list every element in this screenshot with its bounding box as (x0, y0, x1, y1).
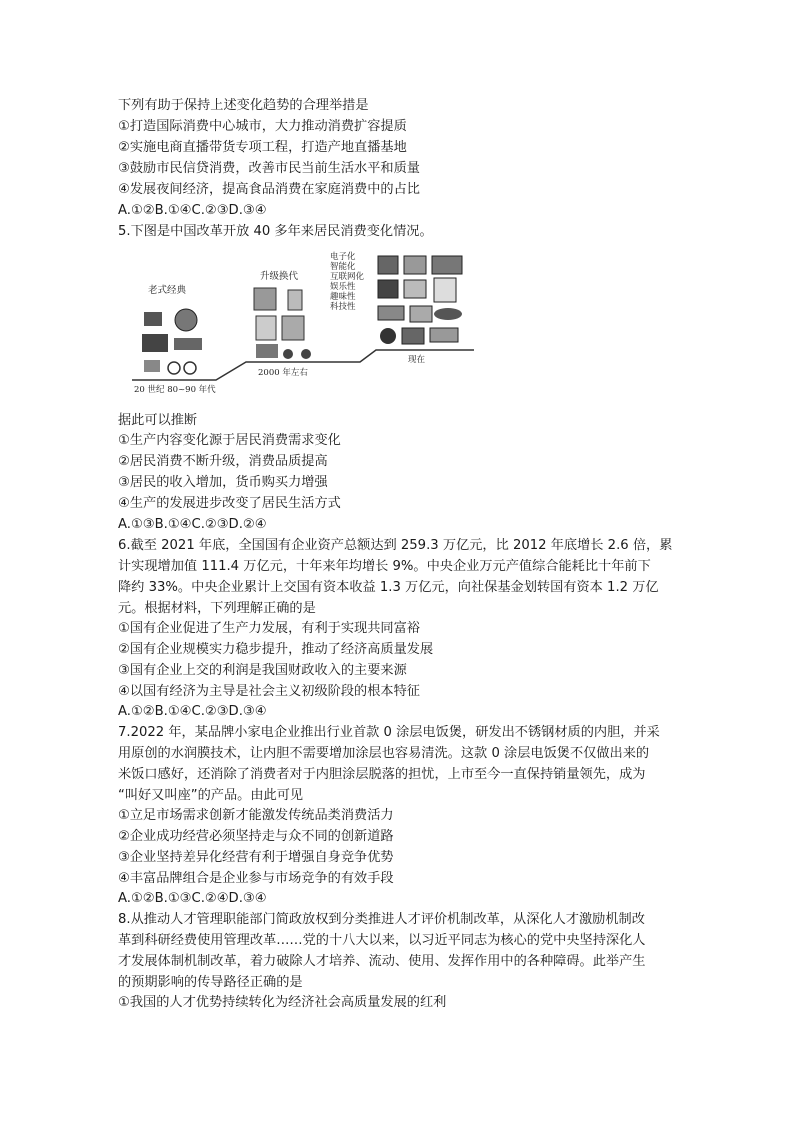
q5-item-2: ②居民消费不断升级，消费品质提高 (118, 454, 328, 469)
mobile-icon (288, 290, 302, 310)
tv-icon (142, 334, 168, 352)
q6-stem-line-3: 降约 33%。中央企业累计上交国有资本收益 1.3 万亿元，向社保基金划转国有资本 1.2 万亿 (118, 580, 659, 595)
clock-icon (175, 309, 197, 331)
axis-label-2000: 2000 年左右 (258, 368, 308, 378)
q7-stem-line-1: 7.2022 年，某品牌小家电企业推出行业首款 0 涂层电饭煲，研发出不锈钢材质的内胆，并采 (118, 725, 660, 740)
q5-item-4: ④生产的发展进步改变了居民生活方式 (118, 496, 341, 511)
q7-item-1: ①立足市场需求创新才能激发传统品类消费活力 (118, 808, 394, 823)
q6-item-4: ④以国有经济为主导是社会主义初级阶段的根本特征 (118, 684, 420, 699)
q7-stem-line-2: 用原创的水润膜技术，让内胆不需要增加涂层也容易清洗。这款 0 涂层电饭煲不仅做出来的 (118, 746, 650, 761)
q8-stem-line-3: 才发展体制机制改革，着力破除人才培养、流动、使用、发挥作用中的各种障碍。此举产生 (118, 954, 646, 969)
q8-item-1: ①我国的人才优势持续转化为经济社会高质量发展的红利 (118, 995, 447, 1010)
phone-icon (254, 288, 276, 310)
fridge-icon (256, 316, 276, 340)
stage3-feature-3: 互联网化 (330, 272, 365, 282)
q6-item-3: ③国有企业上交的利润是我国财政收入的主要来源 (118, 663, 407, 678)
stage3-feature-4: 娱乐性 (330, 282, 356, 292)
q5-item-1: ①生产内容变化源于居民消费需求变化 (118, 433, 341, 448)
watch-icon (380, 328, 396, 344)
stage3-feature-6: 科技性 (330, 302, 356, 312)
q7-item-4: ④丰富品牌组合是企业参与市场竞争的有效手段 (118, 871, 394, 886)
q6-stem-line-1: 6.截至 2021 年底，全国国有企业资产总额达到 259.3 万亿元，比 2012 年底增长 2.6 倍，累 (118, 538, 673, 553)
axis-label-now: 现在 (408, 355, 426, 365)
q6-options: A.①②B.①④C.②③D.③④ (118, 704, 267, 719)
stage3-feature-2: 智能化 (330, 262, 356, 272)
q7-item-2: ②企业成功经营必须坚持走与众不同的创新道路 (118, 829, 394, 844)
q4-options: A.①②B.①④C.②③D.③④ (118, 203, 267, 218)
gift-icon (256, 344, 278, 358)
q8-stem-line-2: 革到科研经费使用管理改革……党的十八大以来，以习近平同志为核心的党中央坚持深化人 (118, 933, 646, 948)
q5-stem: 5.下图是中国改革开放 40 多年来居民消费变化情况。 (118, 224, 433, 239)
q7-stem-line-4: “叫好又叫座”的产品。由此可见 (118, 788, 304, 803)
q4-item-2: ②实施电商直播带货专项工程，打造产地直播基地 (118, 140, 407, 155)
q6-stem-line-2: 计实现增加值 111.4 万亿元，十年来年均增长 9%。中央企业万元产值综合能耗比十年前下 (118, 559, 651, 574)
stage1-title: 老式经典 (148, 285, 187, 296)
q7-options: A.①②B.①③C.②④D.③④ (118, 891, 267, 906)
q4-item-4: ④发展夜间经济，提高食品消费在家庭消费中的占比 (118, 182, 420, 197)
consumption-change-figure (128, 250, 478, 395)
stage3-feature-5: 趣味性 (330, 292, 356, 302)
motorcycle-icon (283, 349, 293, 359)
q6-item-2: ②国有企业规模实力稳步提升，推动了经济高质量发展 (118, 642, 434, 657)
washer-icon (282, 316, 304, 340)
telephone-icon (144, 312, 162, 326)
sewing-machine-icon (174, 338, 202, 350)
q4-item-1: ①打造国际消费中心城市，大力推动消费扩容提质 (118, 119, 407, 134)
q7-item-3: ③企业坚持差异化经营有利于增强自身竞争优势 (118, 850, 394, 865)
q4-item-3: ③鼓励市民信贷消费，改善市民当前生活水平和质量 (118, 161, 420, 176)
q8-stem-line-4: 的预期影响的传导路径正确的是 (118, 975, 303, 990)
q5-item-3: ③居民的收入增加，货币购买力增强 (118, 475, 328, 490)
q7-stem-line-3: 米饭口感好，还消除了消费者对于内胆涂层脱落的担忧，上市至今一直保持销量领先，成为 (118, 767, 646, 782)
q5-options: A.①③B.①④C.②③D.②④ (118, 517, 267, 532)
bicycle-icon (168, 362, 180, 374)
q5-prompt: 据此可以推断 (118, 413, 198, 428)
q6-item-1: ①国有企业促进了生产力发展，有利于实现共同富裕 (118, 621, 420, 636)
q4-stem: 下列有助于保持上述变化趋势的合理举措是 (118, 98, 369, 113)
q8-stem-line-1: 8.从推动人才管理职能部门简政放权到分类推进人才评价机制改革，从深化人才激励机制改 (118, 912, 645, 927)
stage3-feature-1: 电子化 (330, 252, 356, 262)
smart-device-icon (378, 256, 398, 274)
q6-stem-line-4: 元。根据材料，下列理解正确的是 (118, 601, 316, 616)
axis-label-1980s: 20 世纪 80~90 年代 (134, 385, 216, 395)
stage2-title: 升级换代 (260, 271, 299, 282)
